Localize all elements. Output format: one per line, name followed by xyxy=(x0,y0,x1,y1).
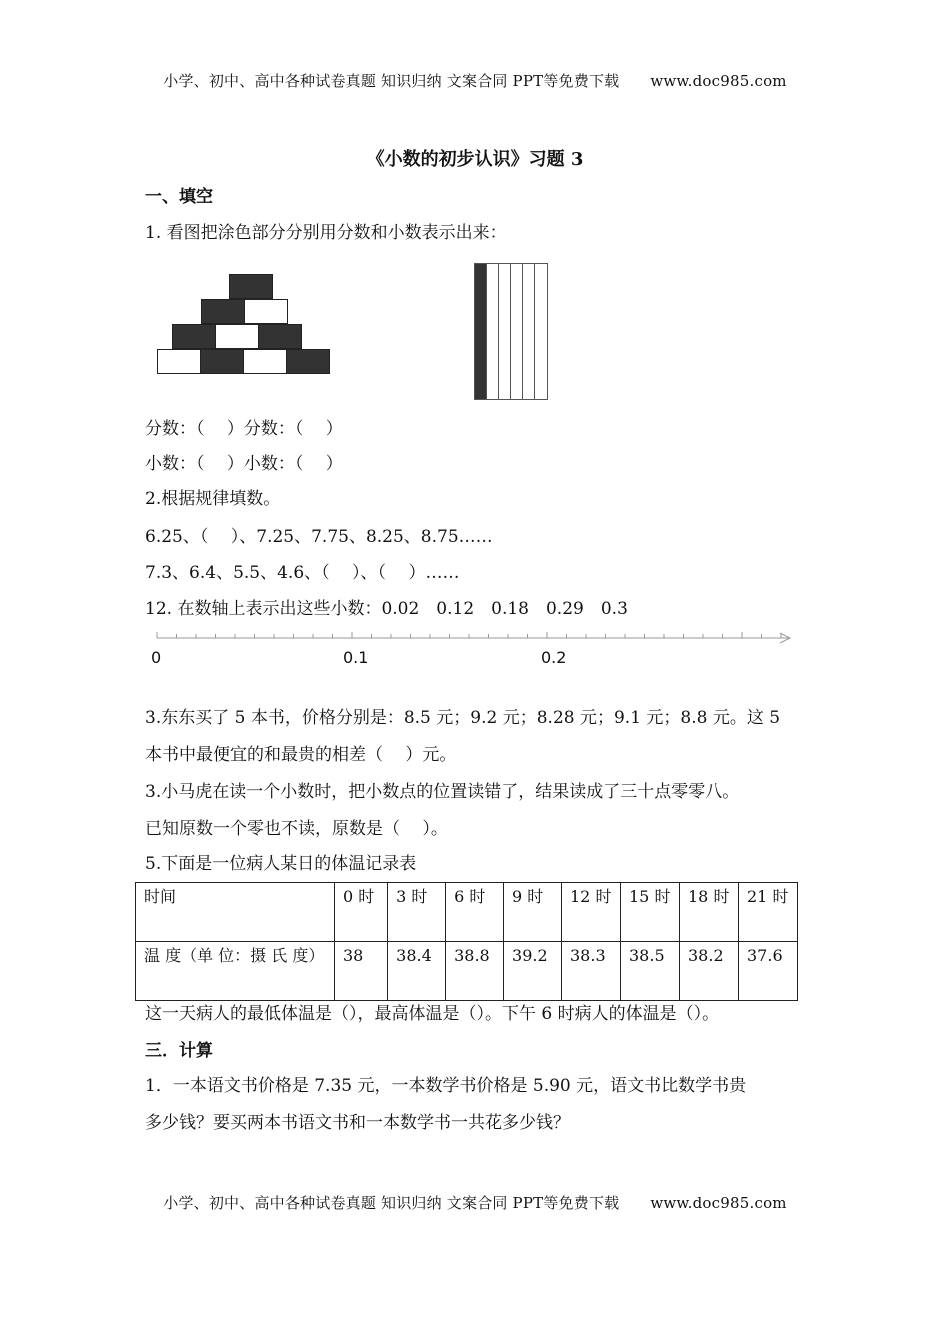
page-footer xyxy=(0,1192,950,1213)
table-cell: 21 时 xyxy=(739,883,798,942)
table-cell: 38.2 xyxy=(680,942,739,1001)
table-cell: 3 时 xyxy=(388,883,446,942)
strip-figure xyxy=(474,263,548,400)
table-cell: 38.5 xyxy=(621,942,680,1001)
question-12: 12. 在数轴上表示出这些小数：0.02 0.12 0.18 0.29 0.3 xyxy=(145,599,628,619)
strip-cell xyxy=(535,264,547,399)
table-cell: 9 时 xyxy=(504,883,562,942)
table-cell: 时间 xyxy=(136,883,335,942)
strip-cell xyxy=(487,264,499,399)
table-cell: 12 时 xyxy=(562,883,621,942)
brick xyxy=(200,349,244,374)
strip-cell xyxy=(499,264,511,399)
strip-cell xyxy=(523,264,535,399)
brick xyxy=(172,324,216,349)
question-3b-line-1: 3.小马虎在读一个小数时，把小数点的位置读错了，结果读成了三十点零零八。 xyxy=(145,782,740,802)
sequence-1: 6.25、（ ）、7.25、7.75、8.25、8.75…… xyxy=(145,527,493,547)
table-cell: 6 时 xyxy=(446,883,504,942)
strip-cell xyxy=(511,264,523,399)
axis-label-0-1: 0.1 xyxy=(343,648,369,667)
decimal-answer-line: 小数：（ ）小数：（ ） xyxy=(145,454,343,474)
question-5: 5.下面是一位病人某日的体温记录表 xyxy=(145,854,417,874)
brick xyxy=(243,349,287,374)
calc-1-line-2: 多少钱？要买两本书语文书和一本数学书一共花多少钱？ xyxy=(145,1113,570,1133)
table-cell: 37.6 xyxy=(739,942,798,1001)
footer-site: www.doc985.com xyxy=(650,1194,787,1212)
brick xyxy=(157,349,201,374)
table-cell: 38.3 xyxy=(562,942,621,1001)
table-cell: 0 时 xyxy=(335,883,388,942)
axis-label-0: 0 xyxy=(151,648,162,667)
header-text: 小学、初中、高中各种试卷真题 知识归纳 文案合同 PPT等免费下载 xyxy=(163,72,620,90)
question-3a-line-1: 3.东东买了 5 本书，价格分别是：8.5 元；9.2 元；8.28 元；9.1 元；8.8 元。这 5 xyxy=(145,708,781,728)
table-cell: 温 度（单 位：摄 氏 度） xyxy=(136,942,335,1001)
fraction-answer-line: 分数：（ ）分数：（ ） xyxy=(145,419,343,439)
table-cell: 38.4 xyxy=(388,942,446,1001)
section-calculation: 三．计算 xyxy=(145,1041,213,1061)
table-cell: 39.2 xyxy=(504,942,562,1001)
question-3a-line-2: 本书中最便宜的和最贵的相差（ ）元。 xyxy=(145,745,457,765)
brick xyxy=(201,299,245,324)
question-3b-line-2: 已知原数一个零也不读，原数是（ ）。 xyxy=(145,819,448,839)
strip-cell xyxy=(475,264,487,399)
question-5-answer: 这一天病人的最低体温是（），最高体温是（）。下午 6 时病人的体温是（）。 xyxy=(145,1004,720,1024)
brick xyxy=(215,324,259,349)
table-row xyxy=(136,942,798,1001)
temperature-table xyxy=(135,882,798,1001)
footer-text: 小学、初中、高中各种试卷真题 知识归纳 文案合同 PPT等免费下载 xyxy=(163,1194,620,1212)
table-cell: 18 时 xyxy=(680,883,739,942)
table-cell: 38 xyxy=(335,942,388,1001)
question-2: 2.根据规律填数。 xyxy=(145,489,281,509)
brick xyxy=(258,324,302,349)
table-cell: 15 时 xyxy=(621,883,680,942)
page-title: 《小数的初步认识》习题 3 xyxy=(366,149,584,170)
table-cell: 38.8 xyxy=(446,942,504,1001)
sequence-2: 7.3、6.4、5.5、4.6、（ ）、（ ）…… xyxy=(145,563,460,583)
question-1: 1. 看图把涂色部分分别用分数和小数表示出来： xyxy=(145,223,507,243)
page-header xyxy=(0,70,950,91)
brick xyxy=(244,299,288,324)
number-line xyxy=(0,622,950,662)
calc-1-line-1: 1．一本语文书价格是 7.35 元，一本数学书价格是 5.90 元，语文书比数学书贵 xyxy=(145,1076,747,1096)
brick xyxy=(286,349,330,374)
table-row xyxy=(136,883,798,942)
section-fill-blank: 一、填空 xyxy=(145,187,213,207)
brick xyxy=(229,274,273,299)
axis-label-0-2: 0.2 xyxy=(541,648,567,667)
header-site: www.doc985.com xyxy=(650,72,787,90)
